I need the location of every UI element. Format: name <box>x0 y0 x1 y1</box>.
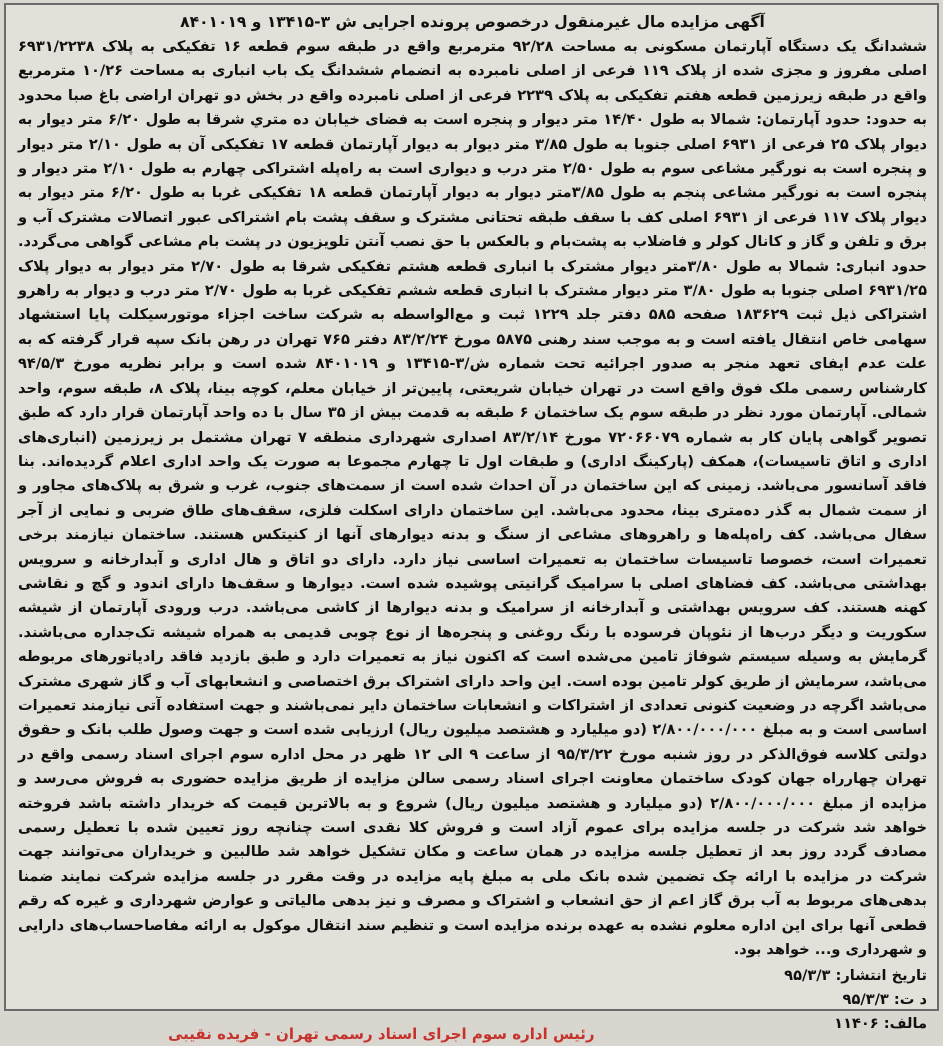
notice-footer <box>18 964 927 1044</box>
dt-date: د ت: ۹۵/۳/۳ <box>842 991 927 1009</box>
malef-number: مالف: ۱۱۴۰۶ <box>834 1015 927 1033</box>
signature: رئیس اداره سوم اجرای اسناد رسمی تهران - فریده نقیبی <box>168 1025 595 1044</box>
publish-date: تاریخ انتشار: ۹۵/۳/۳ <box>784 967 927 985</box>
auction-notice <box>4 3 939 1044</box>
notice-title: آگهی مزایده مال غیرمنقول درخصوص پرونده اجرایی ش ۳-۱۳۴۱۵ و ۸۴۰۱۰۱۹ <box>180 13 765 31</box>
notice-body: ششدانگ یک دستگاه آپارتمان مسکونی به مساحت ۹۲/۲۸ مترمربع واقع در طبقه سوم قطعه ۱۶ تفکیکی به پلاک ۶۹۳۱/۲۲۳۸ اصلی مفروز و مجزی شده از پلاک ۱۱۹ فرعی از اصلی نامبرده به انضمام ششدانگ یک باب انباری به مساحت ۱۰/۲۶ مترمربع واقع در طبقه زیرزمین قطعه هفتم تفکیکی به پلاک ۲۲۳۹ فرعی از اصلی نامبرده واقع در بخش دو تهران اراضی باغ صبا محدود به حدود: حدود آپارتمان: شمالا به طول ۱۴/۴۰ متر دیوار و پنجره است به فضای خیابان ده متري شرقا به طول ۶/۲۰ متر دیوار به دیوار پلاک ۲۵ فرعی از ۶۹۳۱ اصلی جنوبا به طول ۳/۸۵ متر دیوار به دیوار آپارتمان قطعه ۱۷ تفکیکی آن به طول ۲/۱۰ متر دیوار و پنجره است به نورگیر مشاعی سوم به طول ۲/۵۰ متر درب و دیواری است به راه‌پله اشتراکی چهارم به طول ۲/۱۰ متر دیوار و پنجره است به نورگیر مشاعی پنجم به طول ۳/۸۵متر دیوار به دیوار آپارتمان قطعه ۱۸ تفکیکی غربا به طول ۶/۲۰ متر دیوار به دیوار پلاک ۱۱۷ فرعی از ۶۹۳۱ اصلی کف با سقف طبقه تحتانی مشترک و سقف پشت بام اشتراکی عبور اتصالات مشترک آب و برق و تلفن و گاز و کانال کولر و فاضلاب به پشت‌بام و بالعکس با حق نصب آنتن تلویزیون در پشت بام مشاعی گواهی می‌گردد. حدود انباری: شمالا به طول ۳/۸۰متر دیوار مشترک با انباری قطعه هشتم تفکیکی شرقا به طول ۲/۷۰ متر دیوار به دیوار پلاک ۶۹۳۱/۲۵ اصلی جنوبا به طول ۳/۸۰ متر دیوار مشترک با انباری قطعه ششم تفکیکی غربا به طول ۲/۷۰ متر درب و دیوار به راهرو اشتراکی ذیل ثبت ۱۸۳۶۲۹ صفحه ۵۸۵ دفتر جلد ۱۲۲۹ ثبت و مع‌الواسطه به شرکت ساخت اجزاء موتورسیکلت پایا استشهاد سهامی خاص انتقال یافته است و به موجب سند رهنی ۵۸۷۵ مورخ ۸۳/۲/۲۴ دفتر ۷۶۵ تهران در رهن بانک سپه قرار گرفته که به علت عدم ایفای تعهد منجر به صدور اجرائیه تحت شماره ش/۳-۱۳۴۱۵ و ۸۴۰۱۰۱۹ شده است و برابر نظریه مورخ ۹۴/۵/۳ کارشناس رسمی ملک فوق واقع است در تهران خیابان شریعتی، پایین‌تر از خیابان معلم، کوچه بینا، پلاک ۸، طبقه سوم، واحد شمالی. آپارتمان مورد نظر در طبقه سوم یک ساختمان ۶ طبقه به قدمت بیش از ۳۵ سال با ده واحد آپارتمان قرار دارد که طبق تصویر گواهی پایان کار به شماره ۷۲۰۶۶۰۷۹ مورخ ۸۳/۲/۱۴ اصداری شهرداری منطقه ۷ تهران مشتمل بر زیرزمین (انباری‌های اداری و اتاق تاسیسات)، همکف (پارکینگ اداری) و طبقات اول تا چهارم مجموعا به صورت یک واحد اداری اعلام گردیده‌اند. بنا فاقد آسانسور می‌باشد. زمینی که این ساختمان در آن احداث شده است از سمت‌های جنوب، غرب و شرق به پلاک‌های مجاور و از سمت شمال به گذر ده‌متری بینا، محدود می‌باشد. این ساختمان دارای اسکلت فلزی، سقف‌های طاق ضربی و نمایی از آجر سفال می‌باشد. کف راه‌پله‌ها و راهروهای مشاعی از سنگ و بدنه دیوارهای آنها از کنیتکس هستند. ساختمان نیازمند برخی تعمیرات است، خصوصا تاسیسات ساختمان به تعمیرات اساسی نیاز دارد. دارای دو اتاق و هال اداری و آبدارخانه و سرویس بهداشتی می‌باشد. کف فضاهای اصلی با سرامیک گرانیتی پوشیده شده است. دیوارها و سقف‌ها دارای اندود و گچ و نقاشی کهنه هستند. کف سرویس بهداشتی و آبدارخانه از سرامیک و بدنه دیوارها از کاشی می‌باشد. درب ورودی آپارتمان از شیشه سکوریت و دیگر درب‌ها از نئوپان فرسوده با رنگ روغنی و پنجره‌ها از نوع چوبی قدیمی به همراه شیشه تک‌جداره می‌باشند. گرمایش به وسیله سیستم شوفاژ تامین می‌شده است که اکنون نیاز به تعمیرات دارد و طبق بازدید فاقد رادیاتورهای مربوطه می‌باشد، سرمایش از طریق کولر تامین بوده است. این واحد دارای اشتراک برق اختصاصی و انشعابهای آب و گاز شهری مشترک می‌باشد اگرچه در وضعیت کنونی تعدادی از اشتراکات و انشعابات ساختمان دایر نمی‌باشند و جهت استفاده آتی نیازمند تعمیرات اساسی است و به مبلغ ۲/۸۰۰/۰۰۰/۰۰۰ (دو میلیارد و هشتصد میلیون ریال) ارزیابی شده است و جهت وصول طلب بانک و حقوق دولتی کلاسه فوق‌الذکر در روز شنبه مورخ ۹۵/۳/۲۲ از ساعت ۹ الی ۱۲ ظهر در محل اداره سوم اجرای اسناد رسمی واقع در تهران چهارراه جهان کودک ساختمان معاونت اجرای اسناد رسمی سالن مزایده از طریق مزایده حضوری به فروش می‌رسد و مزایده از مبلغ ۲/۸۰۰/۰۰۰/۰۰۰ (دو میلیارد و هشتصد میلیون ریال) شروع و به بالاترین قیمت که خریدار داشته باشد فروخته خواهد شد شرکت در جلسه مزایده برای عموم آزاد است و فروش کلا نقدی است چنانچه روز تعیین شده با تعطیل رسمی مصادف گردد روز بعد از تعطیل جلسه مزایده در همان ساعت و مکان تشکیل خواهد شد طالبین و خریداران می‌توانند جهت شرکت در مزایده با ارائه چک تضمین شده بانک ملی به مبلغ پایه مزایده در وقت مقرر در جلسه مزایده شرکت نمایند ضمنا بدهی‌های مربوط به آب برق گاز اعم از حق انشعاب و اشتراک و مصرف و نیز بدهی مالیاتی و عوارض شهرداری و غیره که رقم قطعی آنها برای این اداره معلوم نشده به عهده برنده مزایده است و تنظیم سند انتقال موکول به ارائه مفاصاحساب‌های دارایی و شهرداری و... خواهد بود. <box>18 38 928 959</box>
